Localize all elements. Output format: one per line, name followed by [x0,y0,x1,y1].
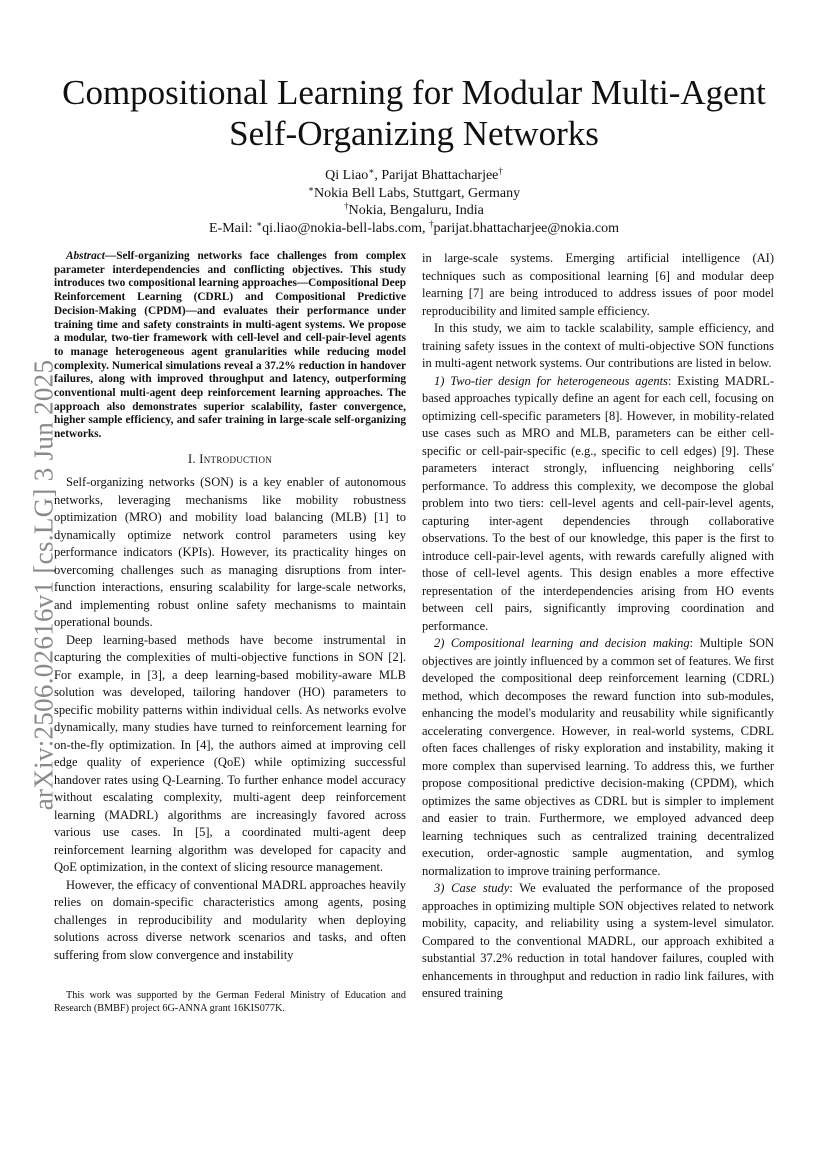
email-line: E-Mail: ∗qi.liao@nokia-bell-labs.com, †parijat.bhattacharjee@nokia.com [208,218,619,236]
intro-paragraph-1: Self-organizing networks (SON) is a key enabler of autonomous networks, leveraging mechanisms like mobility robustness optimization (MRO) and mobility load balancing (MLB) [1] to dynamically optimize network control parameters using key performance indicators (KPIs). However, its practicality hinges on overcoming challenges such as managing disruptions from inter-function interactions, ensuring scalability for large-scale networks, and implementing robust online safety mechanisms to maintain operational bounds. [54,475,406,630]
affiliation-2: †Nokia, Bengaluru, India [344,201,484,218]
funding-footnote: This work was supported by the German Federal Ministry of Education and Research (BMBF) project 6G-ANNA grant 16KIS077K. [54,990,406,1014]
abstract-text: —Self-organizing networks face challenges from complex parameter interdependencies and conflicting objectives. This study introduces two compositional learning approaches—Compositional Deep Reinforcement Learning (CDRL) and Compositional Predictive Decision-Making (CPDM)—and evaluates their performance under training time and safety constraints in multi-agent systems. We propose a modular, two-tier framework with cell-level and cell-pair-level agents to manage heterogeneous agent granularities while reducing model complexity. Numerical simulations reveal a 37.2% reduction in handover failures, along with improved throughput and latency, outperforming conventional multi-agent deep reinforcement learning approaches. The approach also demonstrates superior scalability, faster convergence, higher sample efficiency, and safer training in large-scale self-organizing networks. [54,250,406,441]
intro-paragraph-3-continued: in large-scale systems. Emerging artificial intelligence (AI) techniques such as compositional learning [6] and modular deep learning [7] are being introduced to address issues of poor model reproducibility and limited sample efficiency. [422,251,774,318]
right-column [422,250,774,1003]
contribution-3 [422,880,774,1003]
author-block [60,167,768,237]
affiliation-1: ∗Nokia Bell Labs, Stuttgart, Germany [307,183,521,201]
abstract-label: Abstract [66,250,105,262]
contribution-3-label: 3) Case study [434,881,510,895]
intro-paragraph-3: However, the efficacy of conventional MADRL approaches heavily relies on domain-specific characteristics among agents, posing challenges in reproducibility and modularity when deploying solutions across diverse network scenarios and tasks, and often suffering from slow convergence and instability [54,877,406,962]
author-names: Qi Liao∗, Parijat Bhattacharjee† [325,166,503,183]
title-line-1: Compositional Learning for Modular Multi-Agent [62,73,766,112]
arxiv-identifier: arXiv:2506.02616v1 [cs.LG] 3 Jun 2025 [28,359,59,811]
contribution-1-text: : Existing MADRL-based approaches typically define an agent for each cell, focusing on optimizing cell-specific parameters [8]. However, in mobility-related use cases such as MRO and MLB, parameters can be either cell-specific or cell-pair-specific (e.g., specific to cell edges) [9]. These parameters interact strongly, influencing neighboring cells' performance. To address this complexity, we decompose the global problem into two tiers: cell-level agents and cell-pair-level agents, capturing inter-agent dependencies through collaborative observations. To the best of our knowledge, this paper is the first to introduce cell-pair-level agents, with rewards carefully aligned with those of cell-level agents. This design enables a more effective representation of the interdependencies arising from HO events between cell pairs, significantly improving coordination and performance. [422,373,774,633]
title-line-2: Self-Organizing Networks [229,114,599,153]
contribution-3-text: : We evaluated the performance of the proposed approaches in optimizing multiple SON objectives related to network mobility, capacity, and reliability using a system-level simulator. Compared to the conventional MADRL, our approach exhibited a substantial 37.2% reduction in total handover failures, coupled with enhancements in throughput and reduction in radio link failures, with ensured training [422,881,774,1000]
intro-paragraph-2: Deep learning-based methods have become instrumental in capturing the complexities of multi-objective functions in SON [2]. For example, in [3], a deep learning-based mobility-aware MLB solution was developed, tailoring handover (HO) parameters to specific mobility patterns within individual cells. As networks evolve dynamically, many studies have turned to reinforcement learning for on-the-fly optimization. In [4], the authors aimed at improving cell edge quality of experience (QoE) while optimizing successful handover rates using Q-Learning. To further enhance model accuracy without escalating complexity, multi-agent deep reinforcement learning (MADRL) algorithms are increasingly favored across various use cases. In [5], a coordinated multi-agent deep reinforcement learning algorithm was developed for capacity and QoE optimization, in the context of slicing resource management. [54,632,406,875]
section-heading-introduction: I. Introduction [187,451,273,466]
intro-paragraph-4: In this study, we aim to tackle scalability, sample efficiency, and training safety issues in the context of multi-objective SON functions in multi-agent network systems. Our contributions are listed in below. [422,321,774,370]
contribution-2-text: : Multiple SON objectives are jointly influenced by a common set of features. We first developed the compositional deep reinforcement learning (CDRL) method, which decomposes the reward function into sub-modules, enhancing the model's modularity and reusability while significantly accelerating convergence. However, in real-world systems, CDRL often faces challenges of risky exploration and instability, making it more complex than supervised learning. To address this, we further propose compositional predictive decision-making (CPDM), which optimizes the same objectives as CDRL but is simpler to implement and easier to train. Furthermore, we employed advanced deep learning techniques such as centralized training decentralized execution, order-agnostic sample augmentation, and symlog normalization to improve training performance. [422,636,774,878]
abstract [54,250,406,442]
contribution-2-label: 2) Compositional learning and decision making [434,636,690,650]
contribution-1-label: 1) Two-tier design for heterogeneous agents [434,373,668,388]
contribution-1 [422,373,774,636]
left-column [54,250,406,964]
contribution-2 [422,635,774,880]
paper-title [40,72,788,154]
